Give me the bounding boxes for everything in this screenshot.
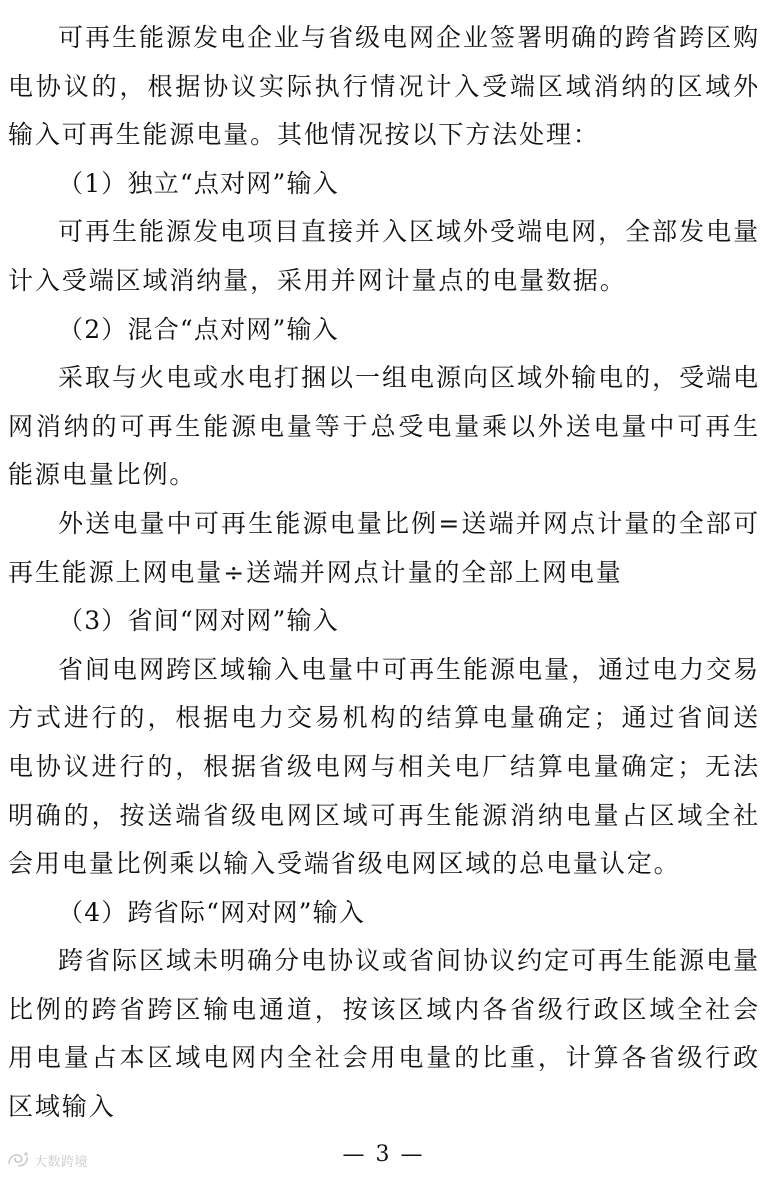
watermark-text: 大数跨境 xyxy=(34,1154,89,1170)
paragraph-formula: 外送电量中可再生能源电量比例=送端并网点计量的全部可再生能源上网电量÷送端并网点计量的全部上网电量 xyxy=(8,508,760,587)
watermark-logo-icon xyxy=(6,1150,30,1170)
paragraph-section-4: 跨省际区域未明确分电协议或省间协议约定可再生能源电量比例的跨省跨区输电通道，按该区域内各省级行政区域全社会用电量占本区域电网内全社会用电量的比重，计算各省级行政区域输入 xyxy=(8,946,760,1122)
section-heading-3: （3）省间“网对网”输入 xyxy=(58,606,339,636)
section-heading-2: （2）混合“点对网”输入 xyxy=(58,314,339,344)
paragraph-intro: 可再生能源发电企业与省级电网企业签署明确的跨省跨区购电协议的，根据协议实际执行情况计入受端区域消纳的区域外输入可再生能源电量。其他情况按以下方法处理： xyxy=(8,23,760,150)
paragraph-section-3: 省间电网跨区域输入电量中可再生能源电量，通过电力交易方式进行的，根据电力交易机构的结算电量确定；通过省间送电协议进行的，根据省级电网与相关电厂结算电量确定；无法明确的，按送端省级电网区域可再生能源消纳电量占区域全社会用电量比例乘以输入受端省级电网区域的总电量认定。 xyxy=(8,654,760,879)
watermark xyxy=(6,1150,88,1170)
document-body xyxy=(8,14,760,1132)
paragraph-section-2: 采取与火电或水电打捆以一组电源向区域外输电的，受端电网消纳的可再生能源电量等于总受电量乘以外送电量中可再生能源电量比例。 xyxy=(8,363,760,490)
section-heading-1: （1）独立“点对网”输入 xyxy=(58,168,339,198)
page-number: — 3 — xyxy=(342,1142,425,1167)
section-heading-4: （4）跨省际“网对网”输入 xyxy=(58,897,366,927)
paragraph-section-1: 可再生能源发电项目直接并入区域外受端电网，全部发电量计入受端区域消纳量，采用并网计量点的电量数据。 xyxy=(8,217,760,295)
